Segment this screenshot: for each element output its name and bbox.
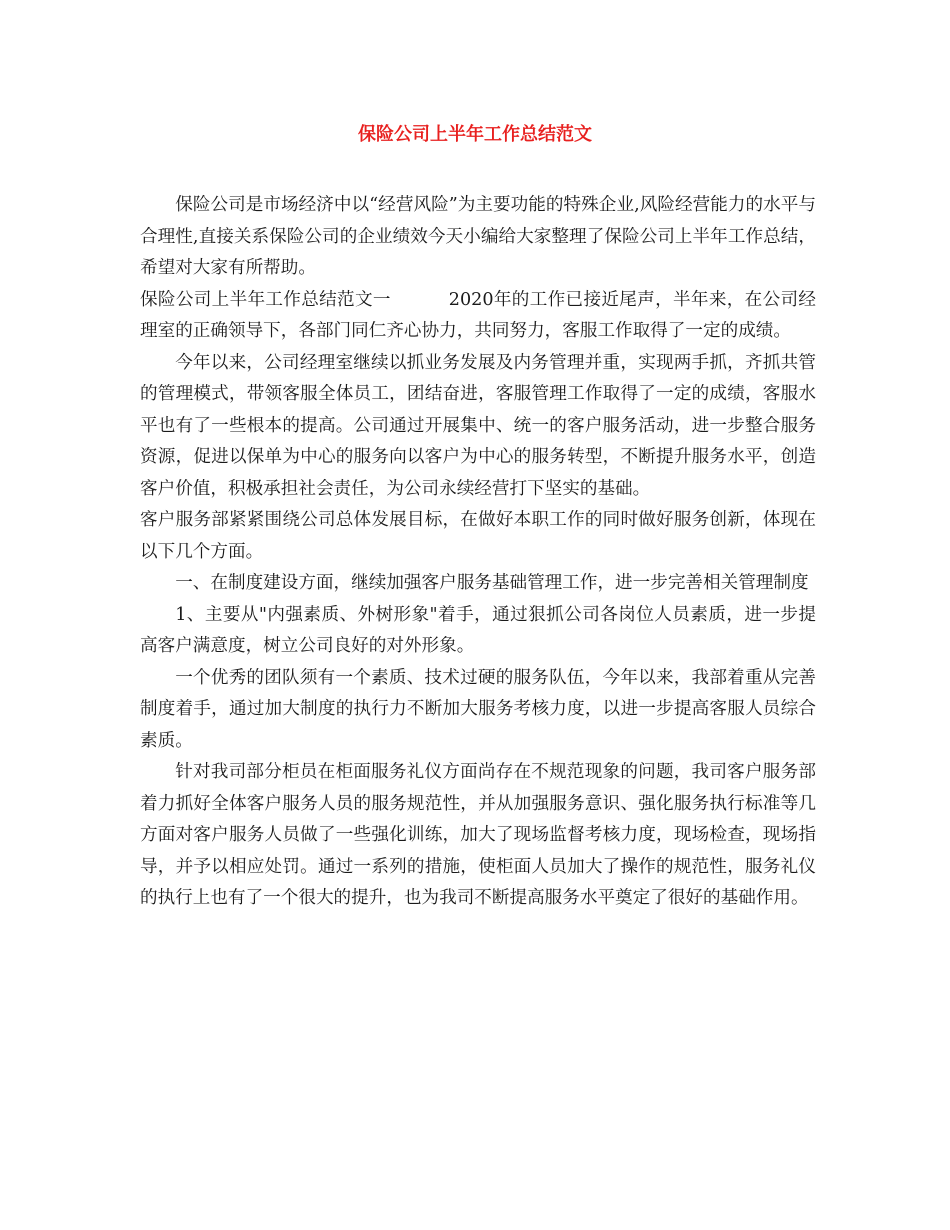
section-text: 2020年的工作已接近尾声，半年来，在公司经理室的正确领导下，各部门同仁齐心协力，共同努力，客服工作取得了一定的成绩。	[140, 289, 816, 341]
section-label: 保险公司上半年工作总结范文一	[140, 289, 391, 310]
body-paragraph: 客户服务部紧紧围绕公司总体发展目标，在做好本职工作的同时做好服务创新，体现在以下几个方面。	[140, 510, 816, 562]
document-body	[140, 190, 816, 915]
body-paragraph: 针对我司部分柜员在柜面服务礼仪方面尚存在不规范现象的问题，我司客户服务部着力抓好全体客户服务人员的服务规范性，并从加强服务意识、强化服务执行标准等几方面对客户服务人员做了一些强化训练，加大了现场监督考核力度，现场检查，现场指导，并予以相应处罚。通过一系列的措施，使柜面人员加大了操作的规范性，服务礼仪的执行上也有了一个很大的提升，也为我司不断提高服务水平奠定了很好的基础作用。	[140, 762, 816, 908]
body-paragraph: 一个优秀的团队须有一个素质、技术过硬的服务队伍，今年以来，我部着重从完善制度着手，通过加大制度的执行力不断加大服务考核力度，以进一步提高客服人员综合素质。	[140, 667, 816, 751]
body-paragraph: 1、主要从"内强素质、外树形象"着手，通过狠抓公司各岗位人员素质，进一步提高客户满意度，树立公司良好的对外形象。	[140, 604, 816, 656]
heading-paragraph: 一、在制度建设方面，继续加强客户服务基础管理工作，进一步完善相关管理制度	[175, 573, 809, 593]
document-title: 保险公司上半年工作总结范文	[358, 124, 592, 145]
body-paragraph: 今年以来，公司经理室继续以抓业务发展及内务管理并重，实现两手抓，齐抓共管的管理模式，带领客服全体员工，团结奋进，客服管理工作取得了一定的成绩，客服水平也有了一些根本的提高。公司通过开展集中、统一的客户服务活动，进一步整合服务资源，促进以保单为中心的服务向以客户为中心的服务转型，不断提升服务水平，创造客户价值，积极承担社会责任，为公司永续经营打下坚实的基础。	[140, 352, 816, 499]
intro-paragraph: 保险公司是市场经济中以“经营风险”为主要功能的特殊企业,风险经营能力的水平与合理性,直接关系保险公司的企业绩效今天小编给大家整理了保险公司上半年工作总结，希望对大家有所帮助。	[140, 195, 816, 278]
section-paragraph	[140, 285, 816, 348]
